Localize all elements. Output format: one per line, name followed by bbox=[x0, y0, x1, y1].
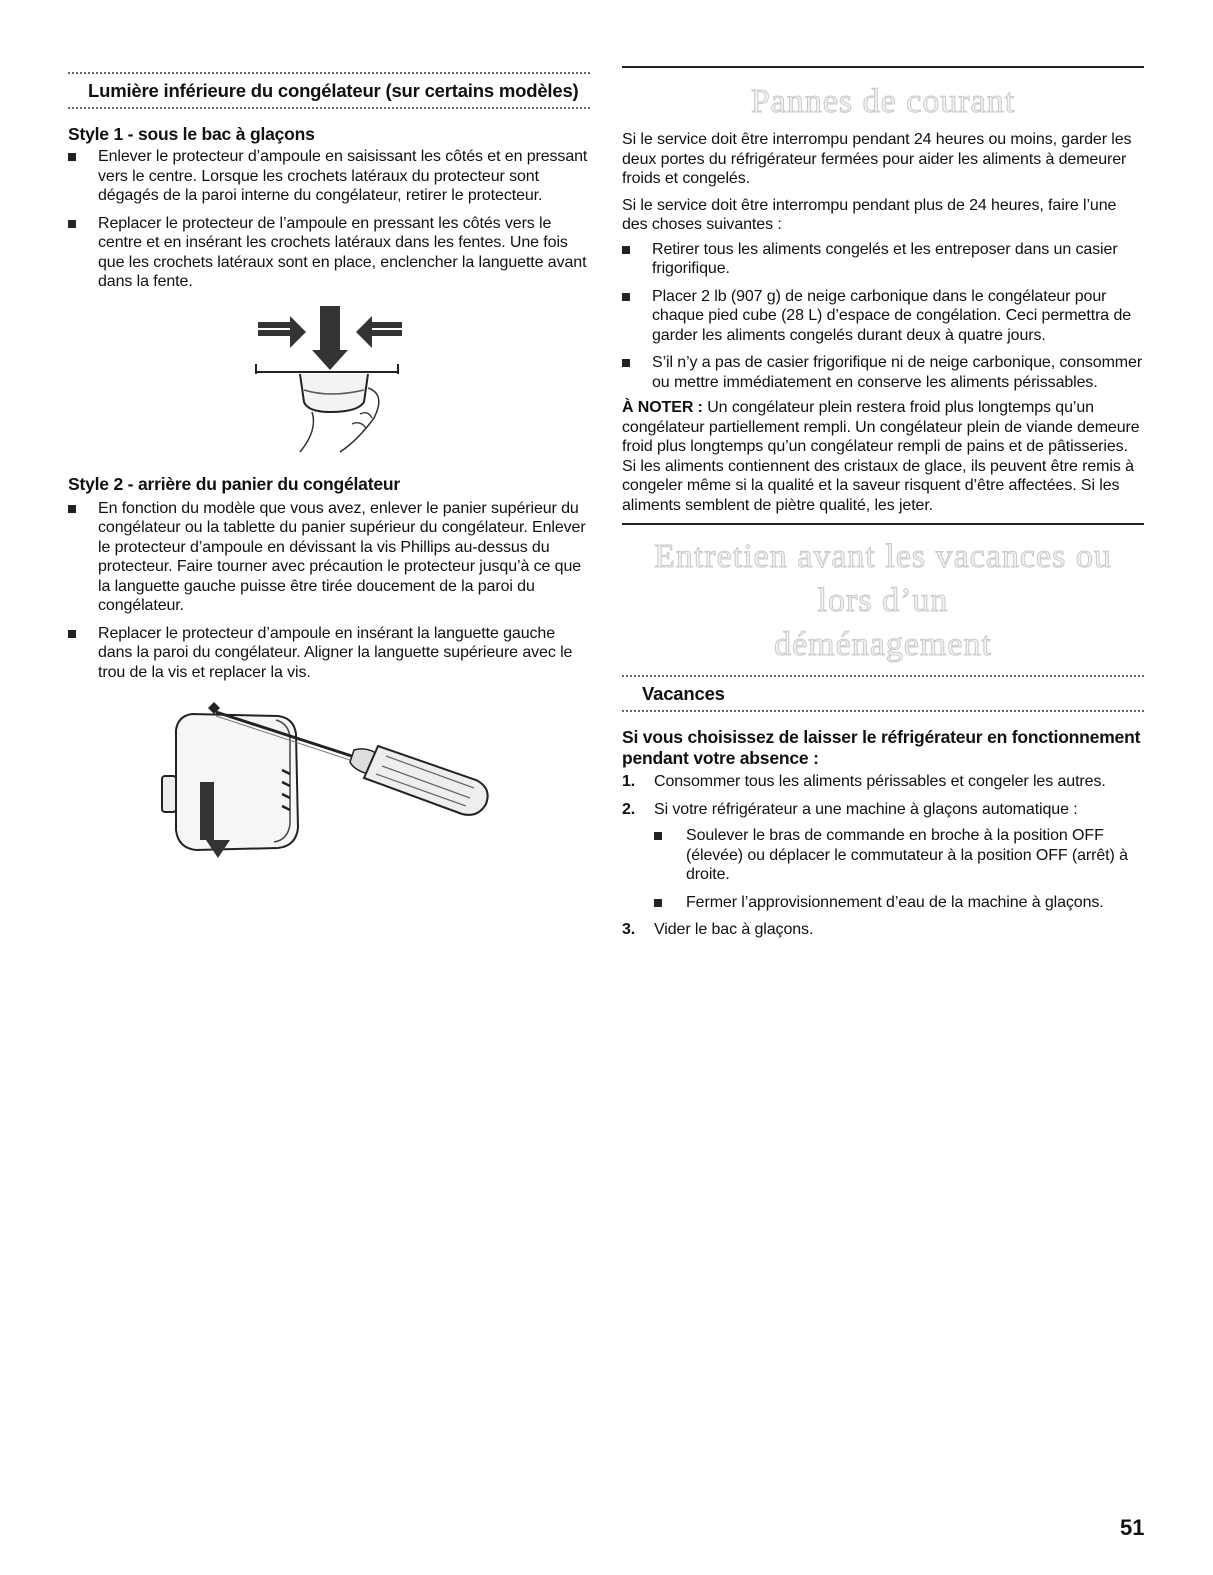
list-item: Replacer le protecteur de l’ampoule en pressant les côtés vers le centre et en insérant les crochets latéraux dans les fentes. Une fois que les crochets latéraux sont en place, enclencher la languette avant dans la fente. bbox=[68, 214, 590, 292]
vacances-subheading: Si vous choisissez de laisser le réfrigérateur en fonctionnement pendant votre absence : bbox=[622, 727, 1141, 768]
bullet-icon bbox=[68, 630, 76, 638]
section-divider bbox=[622, 523, 1144, 525]
list-item: Placer 2 lb (907 g) de neige carbonique dans le congélateur pour chaque pied cube (28 L) d’espace de congélation. Ceci permettra de garder les aliments congelés durant deux à quatre jours. bbox=[622, 287, 1144, 346]
section-divider bbox=[68, 107, 590, 109]
list-item: Retirer tous les aliments congelés et les entreposer dans un casier frigorifique. bbox=[622, 240, 1144, 279]
bullet-icon bbox=[622, 359, 630, 367]
list-item: Enlever le protecteur d’ampoule en saisissant les côtés et en pressant vers le centre. Lorsque les crochets latéraux du protecteur sont dégagés de la paroi interne du congélateur, retirer le protecteur. bbox=[68, 147, 590, 206]
note-text: Un congélateur plein restera froid plus longtemps qu’un congélateur partiellement rempli. Un congélateur plein de viande demeure froid plus longtemps qu’un congélateur rempli de pains et de pâtisseries. Si les aliments contiennent des cristaux de glace, ils peuvent être remis à congeler même si la qualité et la saveur risquent d’être affectées. Si les aliments semblent de piètre qualité, les jeter. bbox=[622, 399, 1140, 514]
bullet-icon bbox=[68, 220, 76, 228]
style1-heading: Style 1 - sous le bac à glaçons bbox=[68, 124, 315, 144]
power-paragraph-1: Si le service doit être interrompu pendant 24 heures ou moins, garder les deux portes du réfrigérateur fermées pour aider les aliments à demeurer froids et congelés. bbox=[622, 131, 1132, 187]
list-item: Replacer le protecteur d’ampoule en insérant la languette gauche dans la paroi du congélateur. Aligner la languette supérieure avec le trou de la vis et replacer la vis. bbox=[68, 624, 590, 683]
bullet-icon bbox=[654, 899, 662, 907]
list-item: Soulever le bras de commande en broche à la position OFF (élevée) ou déplacer le commutateur à la position OFF (arrêt) à droite. bbox=[654, 826, 1144, 885]
style2-heading: Style 2 - arrière du panier du congélateur bbox=[68, 473, 400, 494]
list-item: S’il n’y a pas de casier frigorifique ni de neige carbonique, consommer ou mettre immédiatement en conserve les aliments périssables. bbox=[622, 353, 1144, 392]
screwdriver-illustration bbox=[68, 690, 590, 880]
right-column bbox=[622, 0, 1144, 940]
list-item: 1. Consommer tous les aliments périssables et congeler les autres. bbox=[622, 773, 1106, 790]
left-column bbox=[68, 0, 590, 880]
section-divider bbox=[622, 66, 1144, 68]
bullet-icon bbox=[68, 153, 76, 161]
power-paragraph-2: Si le service doit être interrompu pendant plus de 24 heures, faire l’une des choses suivantes : bbox=[622, 196, 1117, 233]
power-outage-title: Pannes de courant bbox=[750, 83, 1016, 120]
vacation-care-title: Entretien avant les vacances ou lors d’un déménagement bbox=[654, 538, 1112, 663]
list-item: 2. Si votre réfrigérateur a une machine à glaçons automatique : Soulever le bras de commande en broche à la position OFF (élevée) ou déplacer le commutateur à la position OFF (arrêt) à droite. Fermer l’approvisionnement d’eau de la machine à glaçons. bbox=[622, 800, 1144, 913]
list-item: 3. Vider le bac à glaçons. bbox=[622, 921, 814, 938]
vacances-title: Vacances bbox=[642, 683, 725, 704]
bullet-icon bbox=[68, 505, 76, 513]
list-item: Fermer l’approvisionnement d’eau de la machine à glaçons. bbox=[654, 893, 1144, 913]
note-label: À NOTER : bbox=[622, 399, 703, 416]
section-title-freezer-light: Lumière inférieure du congélateur (sur certains modèles) bbox=[88, 80, 579, 101]
bullet-icon bbox=[654, 832, 662, 840]
note-paragraph bbox=[622, 398, 1144, 515]
light-shield-illustration bbox=[68, 302, 590, 462]
page-number: 51 bbox=[1120, 1515, 1145, 1540]
list-item: En fonction du modèle que vous avez, enlever le panier supérieur du congélateur ou la tablette du panier supérieur du congélateur. Enlever le protecteur d’ampoule en dévissant la vis Phillips au-dessus du protecteur. Faire tourner avec précaution le protecteur jusqu’à ce que la languette gauche puisse être tirée doucement de la paroi du congélateur. bbox=[68, 499, 590, 616]
bullet-icon bbox=[622, 246, 630, 254]
bullet-icon bbox=[622, 293, 630, 301]
section-divider bbox=[622, 710, 1144, 712]
